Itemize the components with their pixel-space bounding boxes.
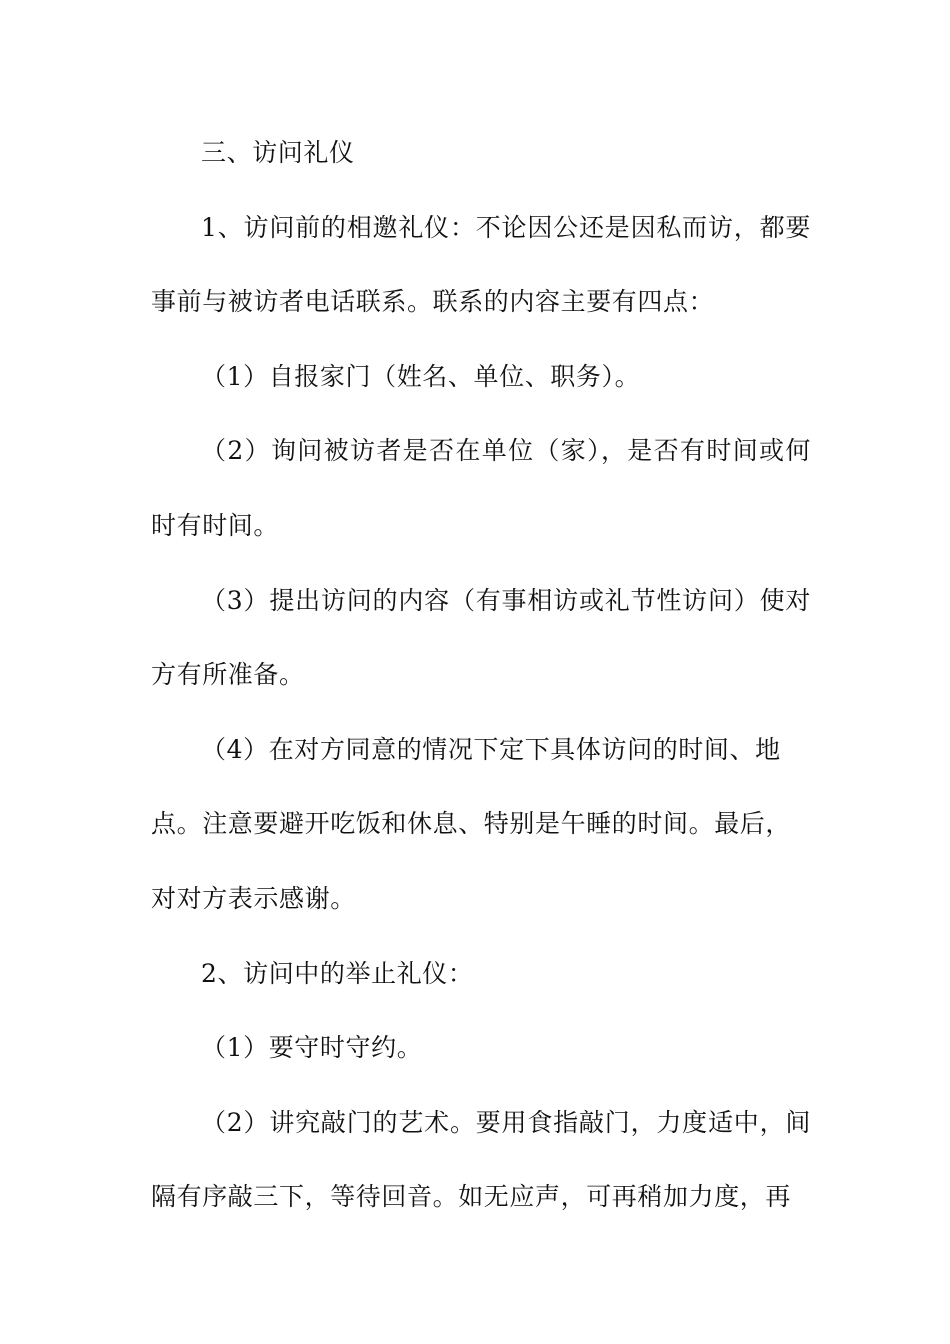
list-item-line: 点。注意要避开吃饭和休息、特别是午睡的时间。最后， xyxy=(151,809,792,839)
list-item-line: （3）提出访问的内容（有事相访或礼节性访问）使对 xyxy=(201,585,811,615)
paragraph-line: 事前与被访者电话联系。联系的内容主要有四点： xyxy=(151,287,715,317)
list-item-line: （2）讲究敲门的艺术。要用食指敲门，力度适中，间 xyxy=(201,1107,811,1137)
section-heading: 三、访问礼仪 xyxy=(201,138,355,167)
list-item-line: （2）询问被访者是否在单位（家），是否有时间或何 xyxy=(201,436,811,466)
list-item-line: 方有所准备。 xyxy=(151,660,305,690)
list-item-line: 对对方表示感谢。 xyxy=(151,883,356,913)
list-item-line: （1）要守时守约。 xyxy=(201,1033,423,1063)
list-item-line: （1）自报家门（姓名、单位、职务）。 xyxy=(201,361,641,391)
list-item-line: （4）在对方同意的情况下定下具体访问的时间、地 xyxy=(201,734,781,764)
list-item-line: 隔有序敲三下，等待回音。如无应声，可再稍加力度，再 xyxy=(151,1182,792,1212)
list-item-line: 时有时间。 xyxy=(151,510,280,540)
subsection-heading: 2、访问中的举止礼仪： xyxy=(201,958,474,988)
document-body xyxy=(151,128,811,1247)
paragraph-line: 1、访问前的相邀礼仪：不论因公还是因私而访，都要 xyxy=(201,212,811,242)
